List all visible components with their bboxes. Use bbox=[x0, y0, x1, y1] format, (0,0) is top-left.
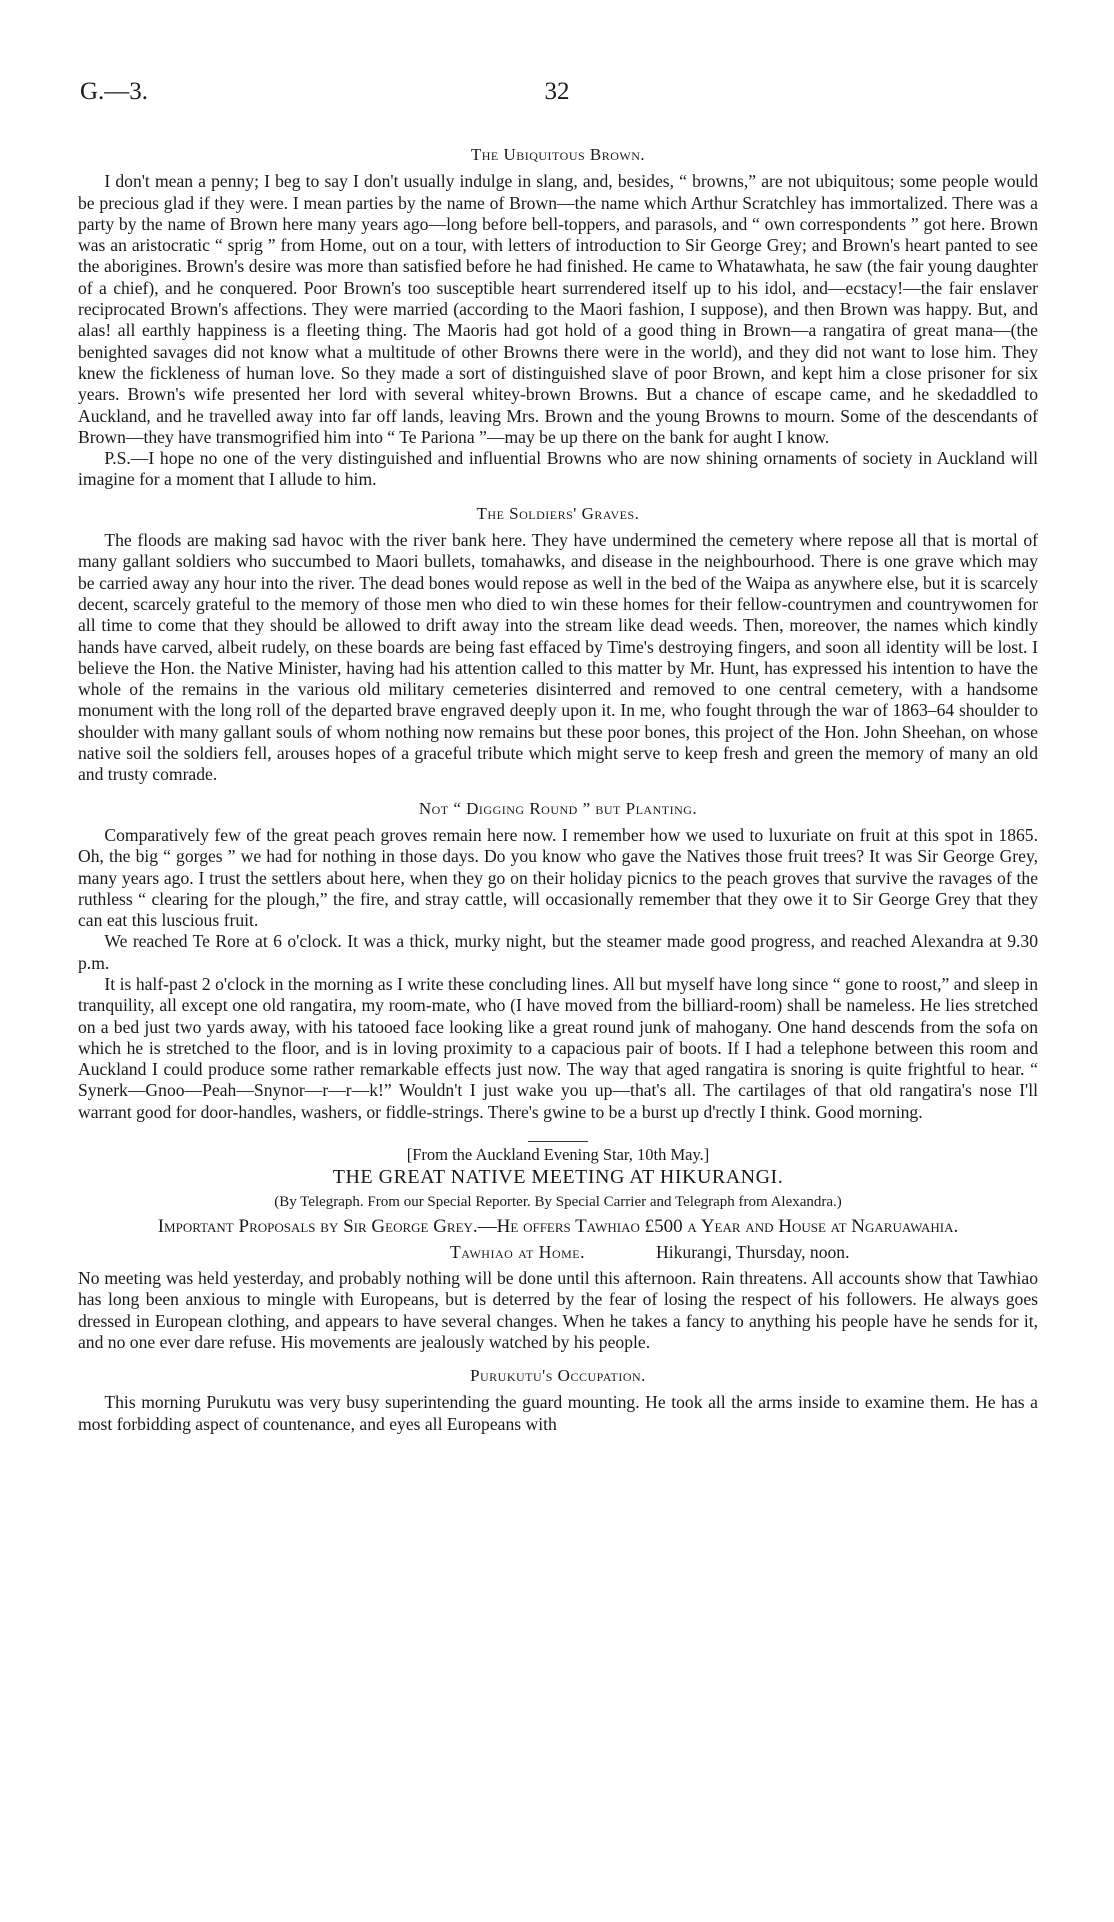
subhead-tawhiao-at-home: Tawhiao at Home. bbox=[450, 1241, 586, 1262]
section-heading-soldiers-graves: The Soldiers' Graves. bbox=[476, 503, 640, 523]
page-number: 32 bbox=[544, 78, 570, 105]
section-heading-ubiquitous-brown: The Ubiquitous Brown. bbox=[470, 145, 646, 164]
paragraph-postscript: P.S.—I hope no one of the very distinguished and influential Browns who are now shining ornaments of society in Auckland will imagine for a moment that I allude to him. bbox=[78, 448, 1038, 490]
section-heading-purukutu: Purukutu's Occupation. bbox=[470, 1366, 646, 1386]
article-byline: (By Telegraph. From our Special Reporter. By Special Carrier and Telegraph from Alexandra.) bbox=[274, 1193, 842, 1210]
divider bbox=[528, 1141, 588, 1142]
page-header bbox=[80, 78, 1034, 112]
paragraph: No meeting was held yesterday, and probably nothing will be done until this afternoon. Rain threatens. All accounts show that Tawhiao has long been anxious to mingle with Europeans, but is deterred by the fear of losing the respect of his followers. He always goes dressed in European clothing, and appears to have several changes. When he takes a fancy to anything his people have he sends for it, and no one ever dare refuse. His movements are jealously watched by his people. bbox=[78, 1267, 1038, 1352]
paragraph: The floods are making sad havoc with the river bank here. They have undermined the cemetery where repose all that is mortal of many gallant soldiers who succumbed to Maori bullets, tomahawks, and disease in the neighbourhood. There is one grave which may be carried away any hour into the river. The dead bones would repose as well in the bed of the Waipa as anywhere else, but it is scarcely decent, scarcely grateful to the memory of those men who died to win these homes for their fellow-countrymen and countrywomen for all time to come that they should be allowed to drift away into the stream like dead weeds. Then, moreover, the names which kindly hands have carved, albeit rudely, on these boards are being fast effaced by Time's destroying fingers, and soon all identity will be lost. I believe the Hon. the Native Minister, having had his attention called to this matter by Mr. Hunt, has expressed his intention to have the whole of the remains in the various old military cemeteries disinterred and removed to one central cemetery, with a handsome monument with the long roll of the departed brave engraved deeply upon it. In me, who fought through the war of 1863–64 shoulder to shoulder with many gallant souls of whom nothing now remains but these poor bones, this project of the Hon. John Sheehan, on whose native soil the soldiers fell, arouses hopes of a graceful tribute which might serve to keep fresh and green the memory of many an old and trusty comrade. bbox=[78, 530, 1038, 785]
section-heading-planting: Not “ Digging Round ” but Planting. bbox=[418, 798, 698, 818]
paragraph: I don't mean a penny; I beg to say I don't usually indulge in slang, and, besides, “ browns,” are not ubiquitous; some people would be precious glad if they were. I mean parties by the name of Brown—the name which Arthur Scratchley has immortalized. There was a party by the name of Brown here many years ago—long before bell-toppers, and parasols, and “ own correspondents ” got here. Brown was an aristocratic “ sprig ” from Home, out on a tour, with letters of introduction to Sir George Grey; and Brown's heart panted to see the aborigines. Brown's desire was more than satisfied before he had finished. He came to Whatawhata, he saw (the fair young daughter of a chief), and he conquered. Poor Brown's too susceptible heart surrendered itself up to his idol, and—ecstacy!—the fair enslaver reciprocated Brown's affections. They were married (according to the Maori fashion, I suppose), and then Brown was happy. But, and alas! all earthly happiness is a fleeting thing. The Maoris had got hold of a good thing in Brown—a rangatira of great mana—(the benighted savages did not know what a multitude of other Browns there were in the world), and they did not want to lose him. They knew the fickleness of human love. So they made a sort of distinguished slave of poor Brown, and kept him a close prisoner for six years. Brown's wife presented her lord with several whitey-brown Browns. But a chance of escape came, and he skedaddled to Auckland, and he travelled away into far off lands, leaving Mrs. Brown and the young Browns to mourn. Some of the descendants of Brown—they have transmogrified him into “ Te Pariona ”—may be up there on the bank for aught I know. bbox=[78, 171, 1038, 447]
dateline-row bbox=[78, 1242, 1038, 1268]
dateline: Hikurangi, Thursday, noon. bbox=[656, 1241, 850, 1262]
paragraph: We reached Te Rore at 6 o'clock. It was a thick, murky night, but the steamer made good progress, and reached Alexandra at 9.30 p.m. bbox=[78, 931, 1038, 973]
article-source: [From the Auckland Evening Star, 10th May.] bbox=[406, 1145, 710, 1165]
paragraph: Comparatively few of the great peach groves remain here now. I remember how we used to luxuriate on fruit at this spot in 1865. Oh, the big “ gorges ” we had for nothing in those days. Do you know who gave the Natives those fruit trees? It was Sir George Grey, many years ago. I trust the settlers about here, when they go on their holiday picnics to the peach groves that survive the ravages of the ruthless “ clearing for the plough,” the fire, and stray cattle, will occasionally remember that they owe it to Sir George Grey that they can eat this luscious fruit. bbox=[78, 824, 1038, 931]
page-body bbox=[78, 132, 1038, 1435]
article-headline: THE GREAT NATIVE MEETING AT HIKURANGI. bbox=[332, 1166, 784, 1189]
document-reference: G.—3. bbox=[80, 78, 149, 105]
paragraph: This morning Purukutu was very busy superintending the guard mounting. He took all the arms inside to examine them. He has a most forbidding aspect of countenance, and eyes all Europeans with bbox=[78, 1392, 1038, 1434]
article-subheadline: Important Proposals by Sir George Grey.—He offers Tawhiao £500 a Year and House at Ngaruawahia. bbox=[157, 1215, 959, 1237]
paragraph: It is half-past 2 o'clock in the morning as I write these concluding lines. All but myself have long since “ gone to roost,” and sleep in tranquility, all except one old rangatira, my room-mate, who (I have moved from the billiard-room) shall be nameless. He lies stretched on a bed just two yards away, with his tatooed face looking like a great round junk of mahogany. One hand descends from the sofa on which he is stretched to the floor, and is in loving proximity to a capacious pair of boots. If I had a telephone between this room and Auckland I could produce some rather remarkable effects just now. The way that aged rangatira is snoring is quite frightful to hear. “ Synerk—Gnoo—Peah—Snynor—r—r—k!” Wouldn't I just wake you up—that's all. The cartilages of that old rangatira's nose I'll warrant good for door-handles, washers, or fiddle-strings. There's gwine to be a burst up d'rectly I think. Good morning. bbox=[78, 973, 1038, 1122]
